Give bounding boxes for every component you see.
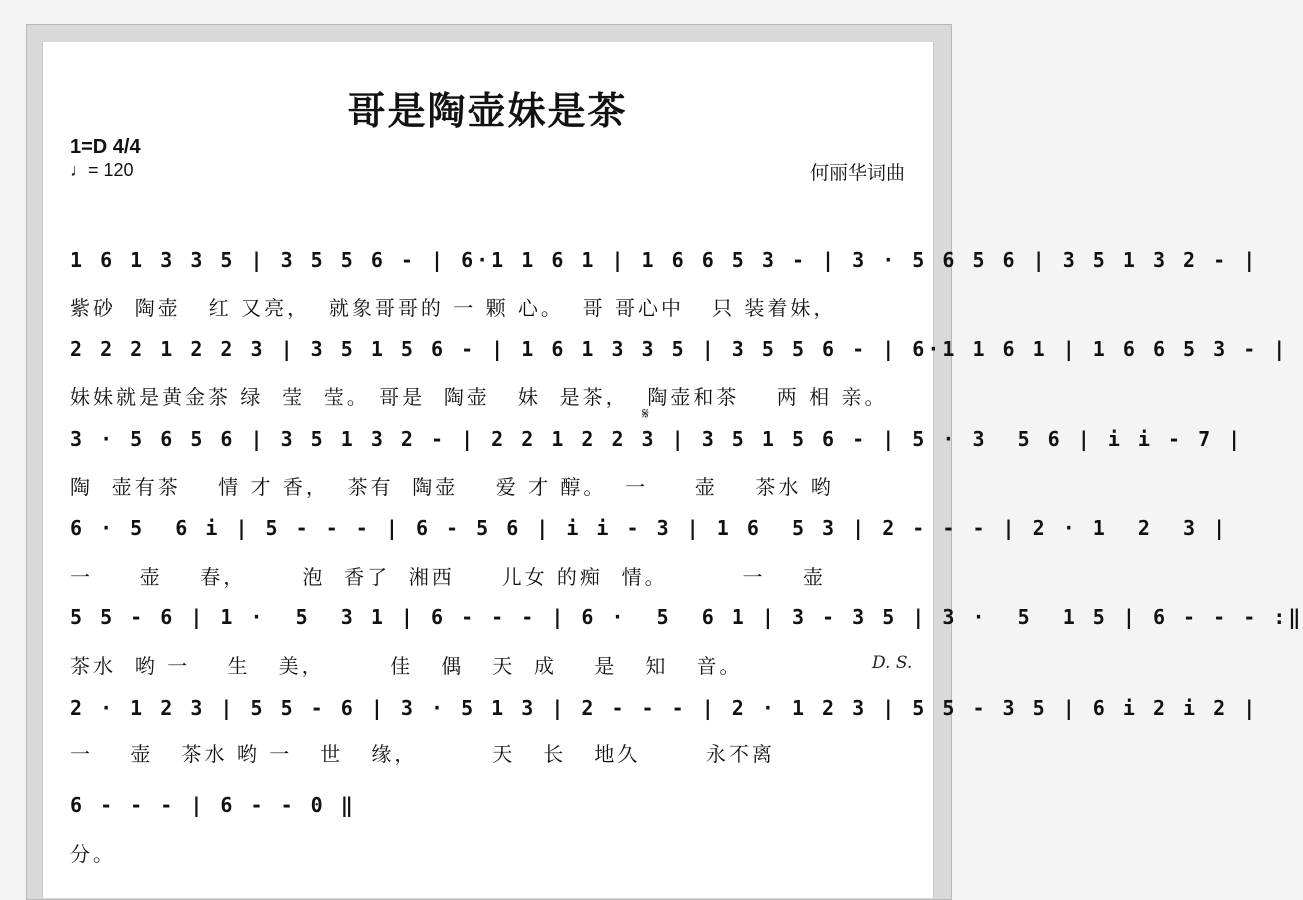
composer-credit: 何丽华词曲 — [809, 163, 905, 184]
notation-row-6: 2 · 1 2 3 | 5 5 - 6 | 3 · 5 1 3 | 2 - - - | 2 · 1 2 3 | 5 5 - 3 5 | 6 i 2 i 2 | — [70, 696, 1259, 720]
notation-row-4: 6 · 5 6 i | 5 - - - | 6 - 5 6 | i i - 3 | 1 6 5 3 | 2 - - - | 2 · 1 2 3 | — [70, 516, 1229, 540]
lyrics-row-2: 妹妹就是黄金茶 绿 莹 莹。 哥是 陶壶 妹 是茶， 陶壶和茶 两 相 亲。 — [70, 385, 888, 409]
lyrics-row-1: 紫砂 陶壶 红 又亮， 就象哥哥的 一 颗 心。 哥 哥心中 只 装着妹， — [70, 296, 837, 320]
score-sheet — [42, 42, 934, 898]
key-signature: 1=D 4/4 — [70, 136, 141, 158]
notation-row-2: 2 2 2 1 2 2 3 | 3 5 1 5 6 - | 1 6 1 3 3 5 | 3 5 5 6 - | 6·1 1 6 1 | 1 6 6 5 3 - | — [70, 337, 1289, 361]
song-title: 哥是陶壶妹是茶 — [347, 88, 628, 133]
notation-row-7: 6 - - - | 6 - - 0 ‖ — [70, 793, 356, 817]
ds-mark: D. S. — [872, 653, 913, 673]
lyrics-row-7: 分。 — [70, 842, 116, 866]
lyrics-row-3: 陶 壶有茶 情 才 香， 茶有 陶壶 爱 才 醇。 一 壶 茶水 哟 — [70, 475, 834, 499]
segno-mark: 𝄋 — [642, 406, 649, 423]
lyrics-row-4: 一 壶 春， 泡 香了 湘西 儿女 的痴 情。 一 壶 — [70, 565, 826, 589]
lyrics-row-5: 茶水 哟 一 生 美， 佳 偶 天 成 是 知 音。 — [70, 654, 743, 678]
notation-row-3: 3 · 5 6 5 6 | 3 5 1 3 2 - | 2 2 1 2 2 3 | 3 5 1 5 6 - | 5 · 3 5 6 | i i - 7 | — [70, 427, 1244, 451]
notation-row-5: 5 5 - 6 | 1 · 5 3 1 | 6 - - - | 6 · 5 6 1 | 3 - 3 5 | 3 · 5 1 5 | 6 - - - :‖ — [70, 605, 1303, 629]
tempo-marking: ♩= 120 — [70, 160, 134, 180]
lyrics-row-6: 一 壶 茶水 哟 一 世 缘， 天 长 地久 永不离 — [70, 742, 775, 766]
notation-row-1: 1 6 1 3 3 5 | 3 5 5 6 - | 6·1 1 6 1 | 1 6 6 5 3 - | 3 · 5 6 5 6 | 3 5 1 3 2 - | — [70, 248, 1259, 272]
